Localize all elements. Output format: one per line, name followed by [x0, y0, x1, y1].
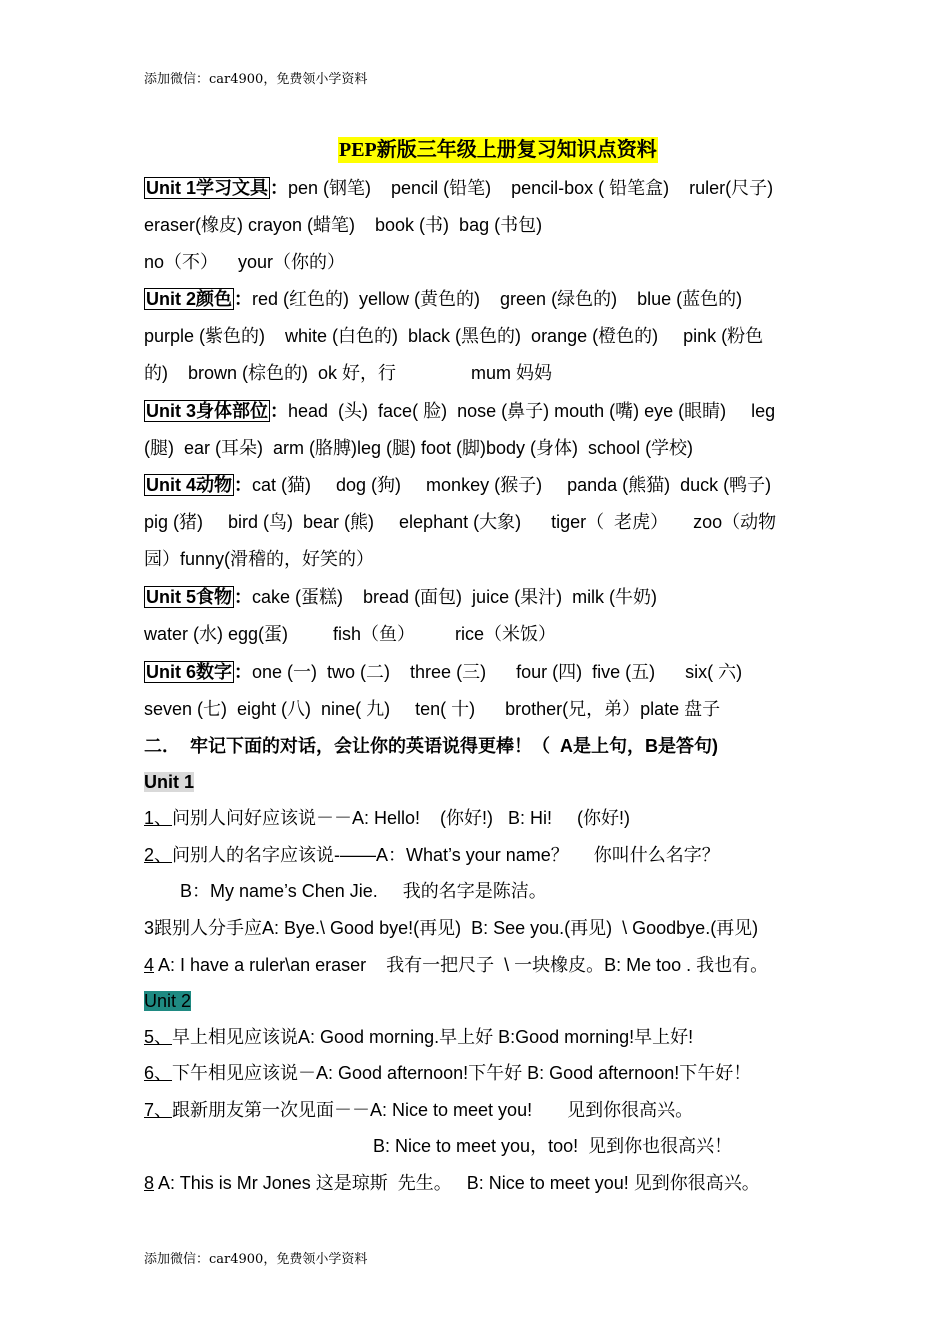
dialog-text: 下午相见应该说－A: Good afternoon!下午好 B: Good afternoon!下午好！ [172, 1063, 752, 1083]
unit6-words-2: seven (七) eight (八) nine( 九) ten( 十) brother(兄，弟）plate 盘子 [144, 699, 721, 719]
unit4-words-2: pig (猪) bird (鸟) bear (熊) elephant (大象) tiger（ 老虎） zoo（动物 [144, 512, 777, 532]
unit5-label: Unit 5食物 [146, 587, 233, 607]
page-header-watermark: 添加微信：car4900，免费领小学资料 [144, 72, 368, 87]
dialog-text: 问别人问好应该说－－A: Hello! (你好!) B: Hi! (你好!) [172, 808, 631, 828]
dialog-text: 问别人的名字应该说-——A：What’s your name？ 你叫什么名字？ [172, 845, 720, 865]
page-title: PEP新版三年级上册复习知识点资料 [339, 139, 657, 161]
unit3-label: Unit 3身体部位 [146, 401, 269, 421]
unit1-vocab-line1 [144, 175, 773, 201]
unit1-heading-text: Unit 1 [144, 772, 195, 792]
unit2-heading-text: Unit 2 [144, 991, 192, 1011]
unit5-vocab-line1 [144, 584, 657, 610]
dialog-number: 7、 [144, 1100, 173, 1120]
unit2-dialog-heading [144, 988, 191, 1014]
unit4-words-3: 园）funny(滑稽的，好笑的） [144, 549, 375, 569]
colon: ： [270, 178, 289, 198]
unit2-label: Unit 2颜色 [146, 289, 233, 309]
unit5-words-2: water (水) egg(蛋) fish（鱼） rice（米饭） [144, 624, 557, 644]
dialog-7-answer: B: Nice to meet you，too! 见到你也很高兴！ [373, 1136, 733, 1156]
unit4-vocab-line1 [144, 472, 771, 498]
colon: ： [234, 475, 253, 495]
unit1-words-1: pen (钢笔) pencil (铅笔) pencil-box ( 铅笔盒) ruler(尺子) [288, 178, 774, 198]
dialog-number: 2、 [144, 845, 173, 865]
dialog-text: A: I have a ruler\an eraser 我有一把尺子 \ 一块橡皮。B: Me too . 我也有。 [154, 955, 769, 975]
unit4-words-1: cat (猫) dog (狗) monkey (猴子) panda (熊猫) duck (鸭子) [252, 475, 772, 495]
unit4-label: Unit 4动物 [146, 475, 233, 495]
dialog-number: 4 [144, 955, 155, 975]
unit5-words-1: cake (蛋糕) bread (面包) juice (果汁) milk (牛奶) [252, 587, 658, 607]
dialog-5 [144, 1024, 693, 1050]
section2-heading: 二． 牢记下面的对话，会让你的英语说得更棒！（ A是上句，B是答句) [144, 736, 718, 756]
unit6-label: Unit 6数字 [146, 662, 233, 682]
dialog-number: 6、 [144, 1063, 173, 1083]
dialog-2 [144, 842, 720, 868]
unit6-words-1: one (一) two (二) three (三) four (四) five (五) six( 六) [252, 662, 743, 682]
dialog-7 [144, 1097, 693, 1123]
colon: ： [270, 401, 289, 421]
unit2-words-3: 的) brown (棕色的) ok 好，行 mum 妈妈 [144, 363, 553, 383]
dialog-number: 5、 [144, 1027, 173, 1047]
dialog-4 [144, 952, 768, 978]
dialog-number: 1、 [144, 808, 173, 828]
unit3-vocab-line1 [144, 398, 775, 424]
unit6-vocab-line1 [144, 659, 742, 685]
unit3-words-2: (腿) ear (耳朵) arm (胳膊)leg (腿) foot (脚)body (身体) school (学校) [144, 438, 694, 458]
dialog-3: 3跟别人分手应A: Bye.\ Good bye!(再见) B: See you.(再见) \ Goodbye.(再见) [144, 918, 759, 938]
unit2-vocab-line1 [144, 286, 742, 312]
dialog-1 [144, 805, 630, 831]
dialog-text: 早上相见应该说A: Good morning.早上好 B:Good morning!早上好! [172, 1027, 694, 1047]
unit1-words-3: no（不） your（你的） [144, 252, 346, 272]
unit1-dialog-heading [144, 769, 194, 795]
page-footer-watermark: 添加微信：car4900，免费领小学资料 [144, 1252, 368, 1267]
dialog-text: 跟新朋友第一次见面－－A: Nice to meet you! 见到你很高兴。 [172, 1100, 694, 1120]
unit1-label: Unit 1学习文具 [146, 178, 269, 198]
colon: ： [234, 587, 253, 607]
unit1-words-2: eraser(橡皮) crayon (蜡笔) book (书) bag (书包) [144, 215, 543, 235]
unit3-words-1: head (头) face( 脸) nose (鼻子) mouth (嘴) eye (眼睛) leg [288, 401, 776, 421]
unit2-words-2: purple (紫色的) white (白色的) black (黑色的) orange (橙色的) pink (粉色 [144, 326, 764, 346]
colon: ： [234, 289, 253, 309]
unit2-words-1: red (红色的) yellow (黄色的) green (绿色的) blue (蓝色的) [252, 289, 743, 309]
dialog-number: 8 [144, 1173, 155, 1193]
dialog-text: A: This is Mr Jones 这是琼斯 先生。 B: Nice to meet you! 见到你很高兴。 [154, 1173, 760, 1193]
dialog-8 [144, 1170, 760, 1196]
dialog-2-answer: B：My name’s Chen Jie. 我的名字是陈洁。 [180, 881, 547, 901]
colon: ： [234, 662, 253, 682]
dialog-6 [144, 1060, 751, 1086]
